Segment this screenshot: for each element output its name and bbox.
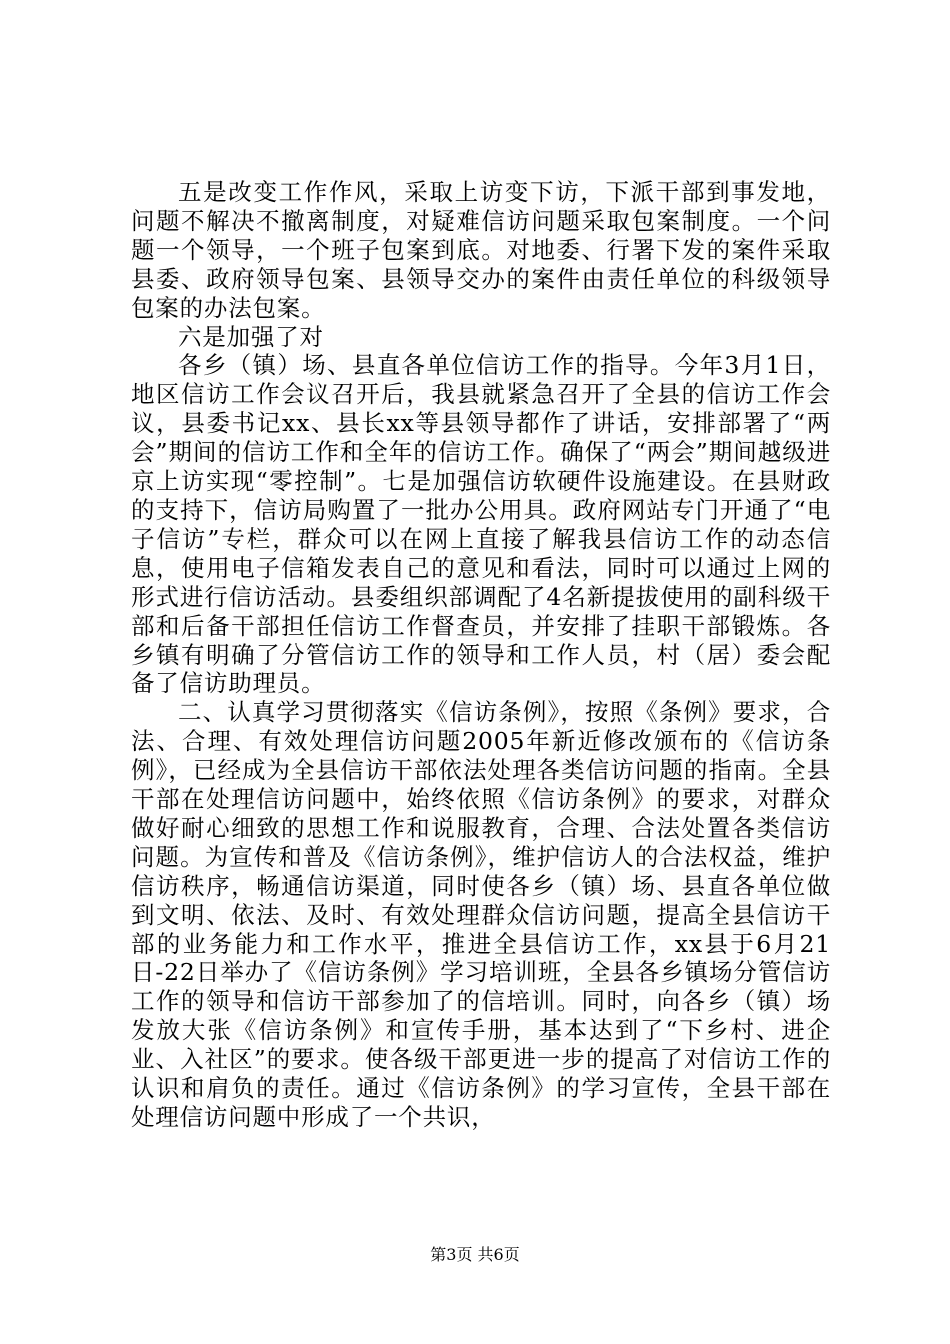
page-footer (0, 1245, 950, 1265)
paragraph-work-style: 五是改变工作作风，采取上访变下访，下派干部到事发地，问题不解决不撤离制度，对疑难信访问题采取包案制度。一个问题一个领导，一个班子包案到底。对地委、行署下发的案件采取县委、政府领导包案、县领导交办的案件由责任单位的科级领导包案的办法包案。 (131, 178, 831, 322)
page-number: 第3页 共6页 (430, 1245, 520, 1264)
document-body (131, 178, 831, 1132)
paragraph-regulations: 二、认真学习贯彻落实《信访条例》，按照《条例》要求，合法、合理、有效处理信访问题2005年新近修改颁布的《信访条例》，已经成为全县信访干部依法处理各类信访问题的指南。全县干部在处理信访问题中，始终依照《信访条例》的要求，对群众做好耐心细致的思想工作和说服教育，合理、合法处置各类信访问题。为宣传和普及《信访条例》，维护信访人的合法权益，维护信访秩序，畅通信访渠道，同时使各乡（镇）场、县直各单位做到文明、依法、及时、有效处理群众信访问题，提高全县信访干部的业务能力和工作水平，推进全县信访工作，xx县于6月21日-22日举办了《信访条例》学习培训班，全县各乡镇场分管信访工作的领导和信访干部参加了的信培训。同时，向各乡（镇）场发放大张《信访条例》和宣传手册，基本达到了“下乡村、进企业、入社区”的要求。使各级干部更进一步的提高了对信访工作的认识和肩负的责任。通过《信访条例》的学习宣传，全县干部在处理信访问题中形成了一个共识， (131, 698, 831, 1131)
paragraph-guidance: 各乡（镇）场、县直各单位信访工作的指导。今年3月1日，地区信访工作会议召开后，我县就紧急召开了全县的信访工作会议，县委书记xx、县长xx等县领导都作了讲话，安排部署了“两会”期间的信访工作和全年的信访工作。确保了“两会”期间越级进京上访实现“零控制”。七是加强信访软硬件设施建设。在县财政的支持下，信访局购置了一批办公用具。政府网站专门开通了“电子信访”专栏，群众可以在网上直接了解我县信访工作的动态信息，使用电子信箱发表自己的意见和看法，同时可以通过上网的形式进行信访活动。县委组织部调配了4名新提拔使用的副科级干部和后备干部担任信访工作督查员，并安排了挂职干部锻炼。各乡镇有明确了分管信访工作的领导和工作人员，村（居）委会配备了信访助理员。 (131, 351, 831, 698)
paragraph-guidance-heading: 六是加强了对 (178, 322, 324, 351)
